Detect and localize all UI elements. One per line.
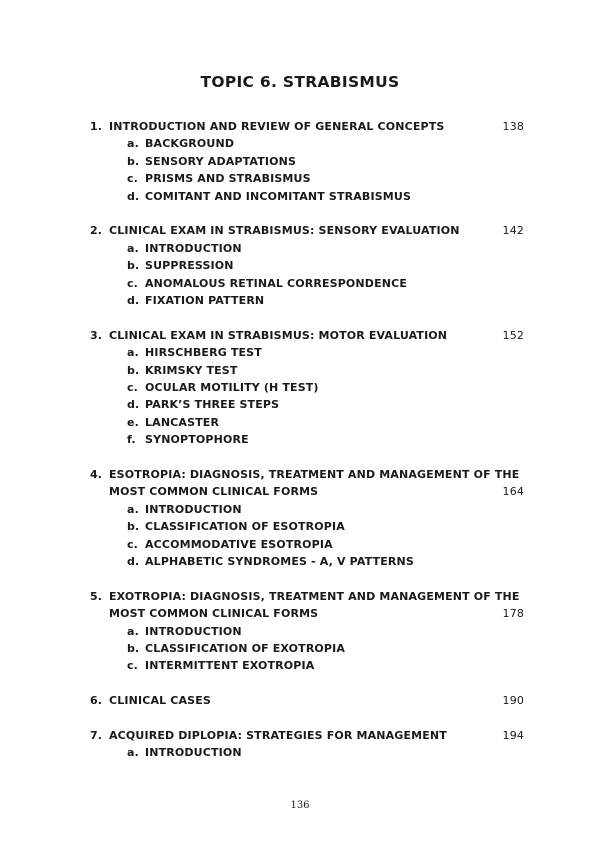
item-text: BACKGROUND [145, 137, 235, 151]
item-text: LANCASTER [145, 415, 220, 429]
item-text: ANOMALOUS RETINAL CORRESPONDENCE [145, 276, 407, 290]
section-number: 6. [90, 694, 103, 708]
item-text: ACCOMMODATIVE ESOTROPIA [145, 537, 333, 551]
item-text: KRIMSKY TEST [145, 363, 238, 377]
section-page-number: 190 [502, 694, 524, 708]
item-letter: d. [127, 294, 140, 307]
section-page-number: 152 [502, 328, 524, 342]
section-number: 2. [90, 224, 103, 238]
item-letter: a. [127, 346, 139, 360]
item-letter: a. [127, 241, 139, 255]
item-letter: b. [127, 154, 140, 168]
item-letter: d. [127, 555, 140, 568]
section-title: CLINICAL CASES [109, 694, 211, 708]
section-title: EXOTROPIA: DIAGNOSIS, TREATMENT AND MANAGEMENT OF THE [109, 589, 520, 603]
item-letter: d. [127, 398, 140, 412]
item-letter: c. [127, 381, 138, 394]
footer-page-number: 136 [290, 800, 310, 811]
item-letter: b. [127, 363, 140, 377]
item-text: PARK’S THREE STEPS [145, 398, 280, 412]
item-letter: e. [127, 415, 139, 429]
item-letter: a. [127, 746, 139, 760]
item-letter: c. [127, 537, 138, 551]
item-letter: b. [127, 642, 140, 655]
section-title: MOST COMMON CLINICAL FORMS [109, 485, 319, 499]
item-letter: d. [127, 189, 140, 203]
item-text: INTRODUCTION [145, 502, 242, 516]
section-number: 7. [90, 729, 103, 742]
item-text: CLASSIFICATION OF EXOTROPIA [145, 642, 346, 655]
section-number: 5. [90, 589, 103, 603]
item-text: OCULAR MOTILITY (H TEST) [145, 381, 319, 394]
item-text: COMITANT AND INCOMITANT STRABISMUS [145, 189, 412, 203]
section-number: 4. [90, 468, 103, 481]
item-letter: a. [127, 137, 139, 151]
item-text: INTRODUCTION [145, 241, 242, 255]
section-title: MOST COMMON CLINICAL FORMS [109, 607, 319, 621]
section-page-number: 138 [502, 120, 524, 133]
section-page-number: 142 [502, 224, 524, 238]
item-letter: c. [127, 276, 138, 290]
item-letter: a. [127, 502, 139, 516]
item-letter: a. [127, 624, 139, 638]
item-letter: c. [127, 172, 138, 186]
section-title: ESOTROPIA: DIAGNOSIS, TREATMENT AND MANAGEMENT OF THE [109, 468, 520, 481]
item-letter: f. [127, 433, 136, 447]
item-text: SENSORY ADAPTATIONS [145, 154, 297, 168]
item-letter: b. [127, 259, 140, 273]
section-title: ACQUIRED DIPLOPIA: STRATEGIES FOR MANAGEMENT [109, 729, 447, 742]
item-text: INTERMITTENT EXOTROPIA [145, 659, 315, 673]
item-letter: c. [127, 659, 138, 673]
section-title: INTRODUCTION AND REVIEW OF GENERAL CONCEPTS [109, 120, 445, 133]
section-number: 1. [90, 120, 103, 133]
item-letter: b. [127, 520, 140, 534]
section-page-number: 194 [502, 729, 524, 742]
page-title: TOPIC 6. STRABISMUS [200, 73, 400, 91]
section-page-number: 164 [502, 485, 524, 499]
item-text: SUPPRESSION [145, 259, 234, 273]
section-title: CLINICAL EXAM IN STRABISMUS: MOTOR EVALUATION [109, 328, 448, 342]
item-text: INTRODUCTION [145, 624, 242, 638]
item-text: ALPHABETIC SYNDROMES - A, V PATTERNS [145, 555, 414, 568]
item-text: INTRODUCTION [145, 746, 242, 760]
section-page-number: 178 [502, 607, 524, 621]
item-text: SYNOPTOPHORE [145, 433, 249, 447]
item-text: HIRSCHBERG TEST [145, 346, 262, 360]
section-number: 3. [90, 328, 103, 342]
item-text: CLASSIFICATION OF ESOTROPIA [145, 520, 345, 534]
item-text: FIXATION PATTERN [145, 294, 265, 307]
section-title: CLINICAL EXAM IN STRABISMUS: SENSORY EVALUATION [109, 224, 460, 238]
item-text: PRISMS AND STRABISMUS [145, 172, 311, 186]
